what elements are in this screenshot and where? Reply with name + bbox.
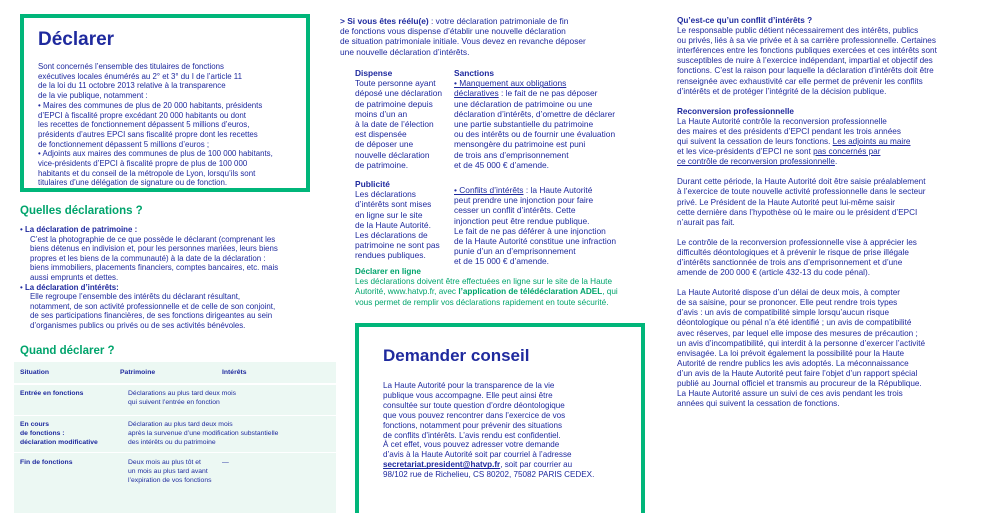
reelu-text: > Si vous êtes réélu(e) : votre déclaration patrimoniale de fin de fonctions vous dispense d’établir une nouvelle déclaration de situation patrimoniale initiale. Vous devez en revanche déposer une nouvelle déclaration d’intérêts. bbox=[340, 16, 586, 57]
conflit-title: Qu’est-ce qu’un conflit d’intérêts ? bbox=[677, 16, 813, 25]
adel-link[interactable]: l’application de télédéclaration ADEL bbox=[458, 287, 603, 297]
quand-title: Quand déclarer ? bbox=[20, 345, 115, 357]
header-patrimoine: Patrimoine bbox=[120, 369, 156, 376]
en-ligne-block: Déclarer en ligne Les déclarations doivent être effectuées en ligne sur le site de la Haute Autorité, www.hatvp.fr, avec l’application de télédéclaration ADEL, qui vous permet de remplir vos déclarations rapidement en toute sécurité. bbox=[355, 267, 660, 308]
declarer-box bbox=[20, 14, 310, 192]
interets-label: La déclaration d’intérêts: bbox=[24, 282, 119, 292]
reelu-lead: > Si vous êtes réélu(e) bbox=[340, 16, 429, 26]
header-situation: Situation bbox=[20, 369, 50, 376]
table-header bbox=[14, 362, 336, 384]
conseil-text: La Haute Autorité pour la transparence de la vie publique vous accompagne. Elle peut ainsi être consultée sur toute question d’ordre déontologique que vous pouvez rencontrer dans l’exercice de vos fonctions, notamment pour prévenir des situations de conflits d’intérêts. L’avis rendu est confidentiel. À cet effet, vous pouvez adresser votre demande d’avis à la Haute Autorité soit par courriel à l’adresse secretariat.president@hatvp.fr, soit par courrier au 98/102 rue de Richelieu, CS 80202, 75082 PARIS CEDEX. bbox=[383, 381, 595, 480]
declaratives-link[interactable]: déclaratives bbox=[454, 88, 499, 99]
obligations-link[interactable]: • Manquement aux obligations bbox=[454, 78, 567, 89]
dispense-block: Dispense Toute personne ayant déposé une déclaration de patrimoine depuis moins d’un an à la date de l’élection est dispensée de déposer une nouvelle déclaration de patrimoine. bbox=[355, 68, 450, 170]
conseil-title: Demander conseil bbox=[383, 346, 530, 365]
sanctions-block: Sanctions • Manquement aux obligations déclaratives : le fait de ne pas déposer une déclaration de patrimoine ou une déclaration d’intérêts, d’omettre de déclarer une partie substantielle du patrimoine ou des intérêts ou de fournir une évaluation mensongère du patrimoine est puni de trois ans d’emprisonnement et de 45 000 € d’amende. • Conflits d’intérêts : la Haute Autorité peut prendre une injonction pour faire cesser un conflit d’intérêts. Cette injonction peut être rendue publique. Le fait de ne pas déférer à une injonction de la Haute Autorité constitue une infraction punie d’un an d’emprisonnement et de 15 000 € d’amende. bbox=[454, 68, 654, 267]
table-row: Entrée en fonctions Déclarations au plus tard deux mois qui suivent l’entrée en fonction bbox=[20, 390, 237, 406]
adjoints-link[interactable]: Les adjoints au maire bbox=[832, 137, 911, 147]
quelles-text: • La déclaration de patrimoine : C’est la photographie de ce que possède le déclarant (comprenant les biens détenus en indivision et, pour les personnes mariées, leurs biens propres et les biens de la communauté) à la date de la déclaration : biens immobiliers, placements financiers, comptes bancaires, etc. mais aussi emprunts et dettes. • La déclaration d’intérêts: Elle regroupe l’ensemble des intérêts du déclarant résultant, notamment, de son activité professionnelle et de celle de son conjoint, de ses participations financières, de ses fonctions dirigeantes au sein d’organismes publics ou privés ou de ses activités bénévoles. bbox=[20, 225, 279, 330]
quelles-title: Quelles déclarations ? bbox=[20, 205, 143, 217]
conflits-link[interactable]: • Conflits d’intérêts bbox=[454, 185, 524, 196]
patrimoine-label: La déclaration de patrimoine : bbox=[24, 225, 138, 234]
en-ligne-title: Déclarer en ligne bbox=[355, 267, 421, 276]
publicite-title: Publicité bbox=[355, 179, 390, 189]
table-row: Fin de fonctions Deux mois au plus tôt et un mois au plus tard avant l’expiration de vos fonctions — bbox=[20, 459, 229, 484]
conseil-box bbox=[355, 323, 645, 513]
dispense-title: Dispense bbox=[355, 68, 393, 78]
sanctions-title: Sanctions bbox=[454, 68, 495, 78]
quand-table bbox=[14, 362, 336, 513]
header-interets: Intérêts bbox=[222, 369, 247, 376]
reconversion-title: Reconversion professionnelle bbox=[677, 106, 794, 116]
publicite-block: Publicité Les déclarations d’intérêts sont mises en ligne sur le site de la Haute Autorité. Les déclarations de patrimoine ne sont pas rendues publiques. bbox=[355, 179, 450, 261]
right-text: Qu’est-ce qu’un conflit d’intérêts ? Le responsable public détient nécessairement des intérêts, publics ou privés, liés à sa vie privée et à sa carrière professionnelle. Certaines interférences entre les fonctions publiques exercées et ces intérêts sont susceptibles de nuire à l’exercice indépendant, impartial et objectif des fonctions. C’est la raison pour laquelle la déclaration d’intérêts doit être renseignée avec exhaustivité car elle permet de prévenir les conflits d’intérêts et de protéger l’intégrité de la décision publique. Reconversion professionnelle La Haute Autorité contrôle la reconversion professionnelle des maires et des présidents d’EPCI pendant les trois années qui suivent la cessation de leurs fonctions. Les adjoints au maire et les vice-présidents d’EPCI ne sont pas concernés par ce contrôle de reconversion professionnelle. Durant cette période, la Haute Autorité doit être saisie préalablement à l’exercice de toute nouvelle activité professionnelle dans le secteur privé. Le Président de la Haute Autorité peut lui-même saisir cette dernière dans l’hypothèse où le maire ou le président d’EPCI n’aurait pas fait. Le contrôle de la reconversion professionnelle vise à apprécier les difficultés déontologiques et à prévenir le risque de prise illégale d’intérêts sanctionnée de trois ans d’emprisonnement et d’une amende de 200 000 € (article 432-13 du code pénal). La Haute Autorité dispose d’un délai de deux mois, à compter de sa saisine, pour se prononcer. Elle peut rendre trois types d’avis : un avis de compatibilité simple lorsqu’aucun risque déontologique ou pénal n’a été identifié ; un avis de compatibilité avec réserves, par lequel elle impose des mesures de précaution ; un avis d’incompatibilité, qui interdit à la personne d’exercer l’activité envisagée. La loi prévoit également la possibilité pour la Haute Autorité de rendre publics les avis adoptés. La méconnaissance d’un avis de la Haute Autorité peut faire l’objet d’un rapport spécial publié au Journal officiel et transmis au procureur de la République. La Haute Autorité assure un suivi de ces avis pendant les trois années qui suivent la cessation de fonctions. bbox=[677, 16, 997, 409]
table-row: En cours de fonctions : déclaration modificative Déclaration au plus tard deux mois après la survenue d’une modification substantielle des intérêts ou du patrimoine bbox=[20, 421, 279, 446]
concernes-link[interactable]: pas concernés par bbox=[813, 147, 881, 157]
controle-link[interactable]: ce contrôle de reconversion professionnelle bbox=[677, 157, 835, 167]
declarer-title: Déclarer bbox=[38, 29, 115, 50]
declarer-text: Sont concernés l’ensemble des titulaires de fonctions exécutives locales énumérés au 2° et 3° du I de l’article 11 de la loi du 11 octobre 2013 relative à la transparence de la vie publique, notamment : • Maires des communes de plus de 20 000 habitants, présidents d’EPCI à fiscalité propre excédant 20 000 habitants ou dont les recettes de fonctionnement dépassent 5 millions d’euros, présidents d’autres EPCI sans fiscalité propre dont les recettes de fonctionnement dépassent 5 millions d’euros ; • Adjoints aux maires des communes de plus de 100 000 habitants, vice-présidents d’EPCI à fiscalité propre de plus de 100 000 habitants et du conseil de la métropole de Lyon, lorsqu’ils sont titulaires d’une délégation de signature ou de fonction. bbox=[38, 62, 273, 188]
email-link[interactable]: secretariat.president@hatvp.fr bbox=[383, 460, 501, 470]
